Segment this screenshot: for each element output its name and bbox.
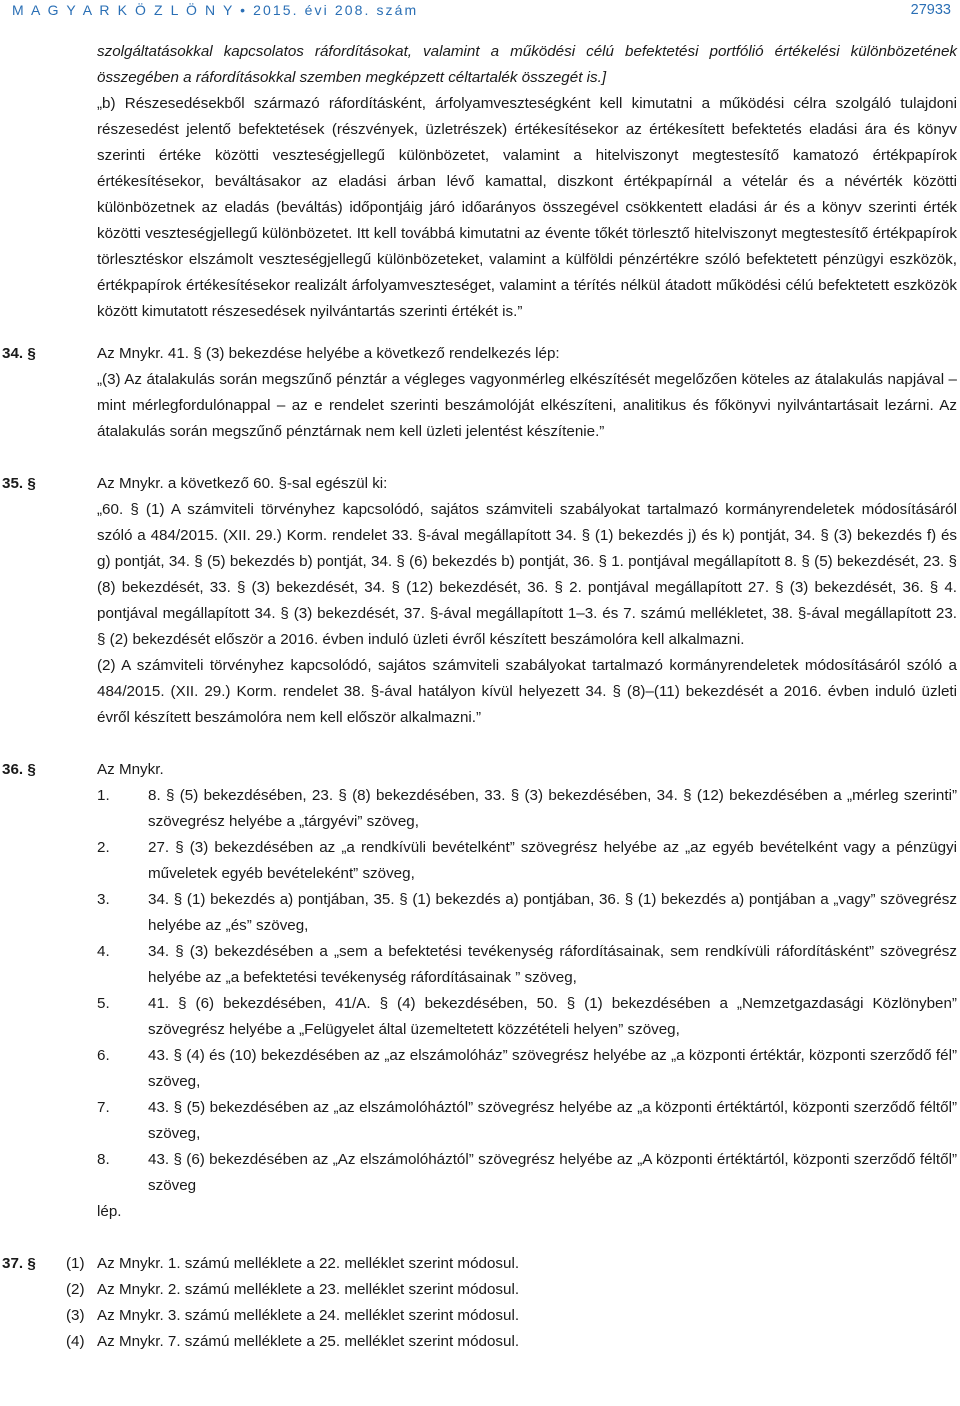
subsection-number: (2) xyxy=(66,1281,85,1298)
item-number: 5. xyxy=(97,995,110,1012)
subsection-number: (3) xyxy=(66,1307,85,1324)
journal-title: M A G Y A R K Ö Z L Ö N Y • 2015. évi 208. szám xyxy=(12,2,419,18)
item-text: 43. § (5) bekezdésében az „az elszámolóháztól” szövegrész helyébe az „a központi értéktártól, központi szerződő féltől” szöveg, xyxy=(148,1099,957,1142)
item-number: 3. xyxy=(97,891,110,908)
section-37 xyxy=(0,1251,960,1355)
document-body xyxy=(0,39,960,1355)
item-number: 4. xyxy=(97,943,110,960)
list-item xyxy=(97,887,957,939)
subsection-text: Az Mnykr. 1. számú melléklete a 22. melléklet szerint módosul. xyxy=(97,1255,520,1272)
item-text: 8. § (5) bekezdésében, 23. § (8) bekezdésében, 33. § (3) bekezdésében, 34. § (12) bekezdésében a „mérleg szerinti” szövegrész helyébe a „tárgyévi” szöveg, xyxy=(148,787,957,830)
section-heading: Az Mnykr. a következő 60. §-sal egészül ki: xyxy=(97,475,388,492)
item-number: 2. xyxy=(97,839,110,856)
item-number: 7. xyxy=(97,1099,110,1116)
page-number: 27933 xyxy=(910,2,951,18)
item-text: 43. § (6) bekezdésében az „Az elszámolóháztól” szövegrész helyébe az „A központi értéktártól, központi szerződő féltől” szöveg xyxy=(148,1151,957,1194)
subsection-text: Az Mnykr. 3. számú melléklete a 24. melléklet szerint módosul. xyxy=(97,1307,520,1324)
list-item xyxy=(97,1147,957,1199)
item-text: 43. § (4) és (10) bekezdésében az „az elszámolóház” szövegrész helyébe az „a központi értéktár, központi szerződő fél” szöveg, xyxy=(148,1047,957,1090)
subsection-number: (4) xyxy=(66,1333,85,1350)
section-tail: lép. xyxy=(97,1203,122,1220)
item-text: 34. § (3) bekezdésében a „sem a befektetési tevékenység ráfordításainak, sem rendkívüli ráfordításként” szövegrész helyébe az „a befektetési tevékenység ráfordításainak ” szöveg, xyxy=(148,943,957,986)
subsection xyxy=(0,1303,960,1329)
list-item xyxy=(97,1043,957,1095)
section-number: 37. § xyxy=(2,1255,36,1272)
intro-italic-text: szolgáltatásokkal kapcsolatos ráfordításokat, valamint a működési célú befektetési portfólió értékelési különbözetének összegében a ráfordításokkal szemben megképzett céltartalék összegét is.] xyxy=(97,43,957,86)
subsection xyxy=(0,1329,960,1355)
list-item xyxy=(97,991,957,1043)
subsection xyxy=(0,1251,960,1277)
subsection-text: Az Mnykr. 2. számú melléklete a 23. melléklet szerint módosul. xyxy=(97,1281,520,1298)
list-item xyxy=(97,783,957,835)
section-number: 36. § xyxy=(2,761,36,778)
subsection-text: Az Mnykr. 7. számú melléklete a 25. melléklet szerint módosul. xyxy=(97,1333,520,1350)
list-item xyxy=(97,939,957,991)
item-number: 6. xyxy=(97,1047,110,1064)
subsection-number: (1) xyxy=(66,1255,85,1272)
list-item xyxy=(97,1095,957,1147)
section-heading: Az Mnykr. 41. § (3) bekezdése helyébe a következő rendelkezés lép: xyxy=(97,345,560,362)
item-text: 27. § (3) bekezdésében az „a rendkívüli bevételként” szövegrész helyébe az „az egyéb bevételként vagy a pénzügyi műveletek egyéb bevételeként” szöveg, xyxy=(148,839,957,882)
item-text: 34. § (1) bekezdés a) pontjában, 35. § (1) bekezdés a) pontjában, 36. § (1) bekezdés a) pontjában a „vagy” szövegrész helyébe az „és” szöveg, xyxy=(148,891,957,934)
item-number: 8. xyxy=(97,1151,110,1168)
section-34 xyxy=(0,341,960,445)
list-item xyxy=(97,835,957,887)
section-36 xyxy=(0,757,960,1225)
item-number: 1. xyxy=(97,787,110,804)
section-paragraph-1: „60. § (1) A számviteli törvényhez kapcsolódó, sajátos számviteli szabályokat tartalmazó kormányrendeletek módosításáról szóló a 484/2015. (XII. 29.) Korm. rendelet 33. §-ával megállapított 34. § (1) bekezdés j) és k) pontját, 34. § (3) bekezdés f) és g) pontját, 34. § (5) bekezdés b) pontját, 34. § (6) bekezdés b) pontját, 36. § 1. pontjával megállapított 8. § (5) bekezdését, 23. § (8) bekezdését, 33. § (3) bekezdését, 34. § (12) bekezdését, 36. § 2. pontjával megállapított 27. § (3) bekezdését, 36. § 4. pontjával megállapított 34. § (3) bekezdését, 37. §-ával megállapított 1–3. és 7. számú mellékletet, 38. §-ával megállapított 23. § (2) bekezdését először a 2016. évben induló üzleti évről készített beszámolóra kell alkalmazni. xyxy=(97,501,957,648)
section-35 xyxy=(0,471,960,731)
section-paragraph-2: (2) A számviteli törvényhez kapcsolódó, sajátos számviteli szabályokat tartalmazó kormányrendeletek módosításáról szóló a 484/2015. (XII. 29.) Korm. rendelet 38. §-ával hatályon kívül helyezett 34. § (8)–(11) bekezdését a 2016. évben induló üzleti évről készített beszámolóra nem kell először alkalmazni.” xyxy=(97,657,957,726)
subsection xyxy=(0,1277,960,1303)
item-text: 41. § (6) bekezdésében, 41/A. § (4) bekezdésében, 50. § (1) bekezdésében a „Nemzetgazdasági Közlönyben” szövegrész helyébe a „Felügyelet által üzemeltetett közzétételi helyen” szöveg, xyxy=(148,995,957,1038)
section-body: „(3) Az átalakulás során megszűnő pénztár a végleges vagyonmérleg elkészítését megelőzően köteles az átalakulás napjával – mint mérlegfordulónappal – az e rendelet szerinti beszámolóját elkészíteni, analitikus és főkönyvi nyilvántartásait lezárni. Az átalakulás során megszűnő pénztárnak nem kell üzleti jelentést készítenie.” xyxy=(97,371,957,440)
section-number: 34. § xyxy=(2,345,36,362)
section-heading: Az Mnykr. xyxy=(97,761,164,778)
page-header xyxy=(0,0,960,22)
section-number: 35. § xyxy=(2,475,36,492)
intro-paragraph-b: „b) Részesedésekből származó ráfordításként, árfolyamveszteségként kell kimutatni a működési célra szolgáló tulajdoni részesedést jelentő befektetések (részvények, üzletrészek) értékesítésekor az értékesített befektetés eladási ára és könyv szerinti értéke közötti veszteségjellegű különbözetet, valamint a hitelviszonyt megtestesítő kamatozó értékpapírok értékesítésekor, beváltásakor az eladási árban lévő kamattal, diszkont értékpapírnál a vételár és a névérték közötti különbözetnek az eladás (beváltás) időpontjáig járó időarányos összegével csökkentett eladási ár és a könyv szerinti érték közötti veszteségjellegű különbözetet. Itt kell továbbá kimutatni az évente tőkét törlesztő hitelviszonyt megtestesítő értékpapírok törlesztéskor elszámolt veszteségjellegű különbözeteket, valamint a külföldi pénzértékre szóló befektetett pénzügyi eszközök, értékpapírok értékesítésekor realizált árfolyamveszteséget, valamint a térítés nélkül átadott működési célú befektetett eszközök között kimutatott részesedések nyilvántartás szerinti értékét is.” xyxy=(97,95,957,320)
